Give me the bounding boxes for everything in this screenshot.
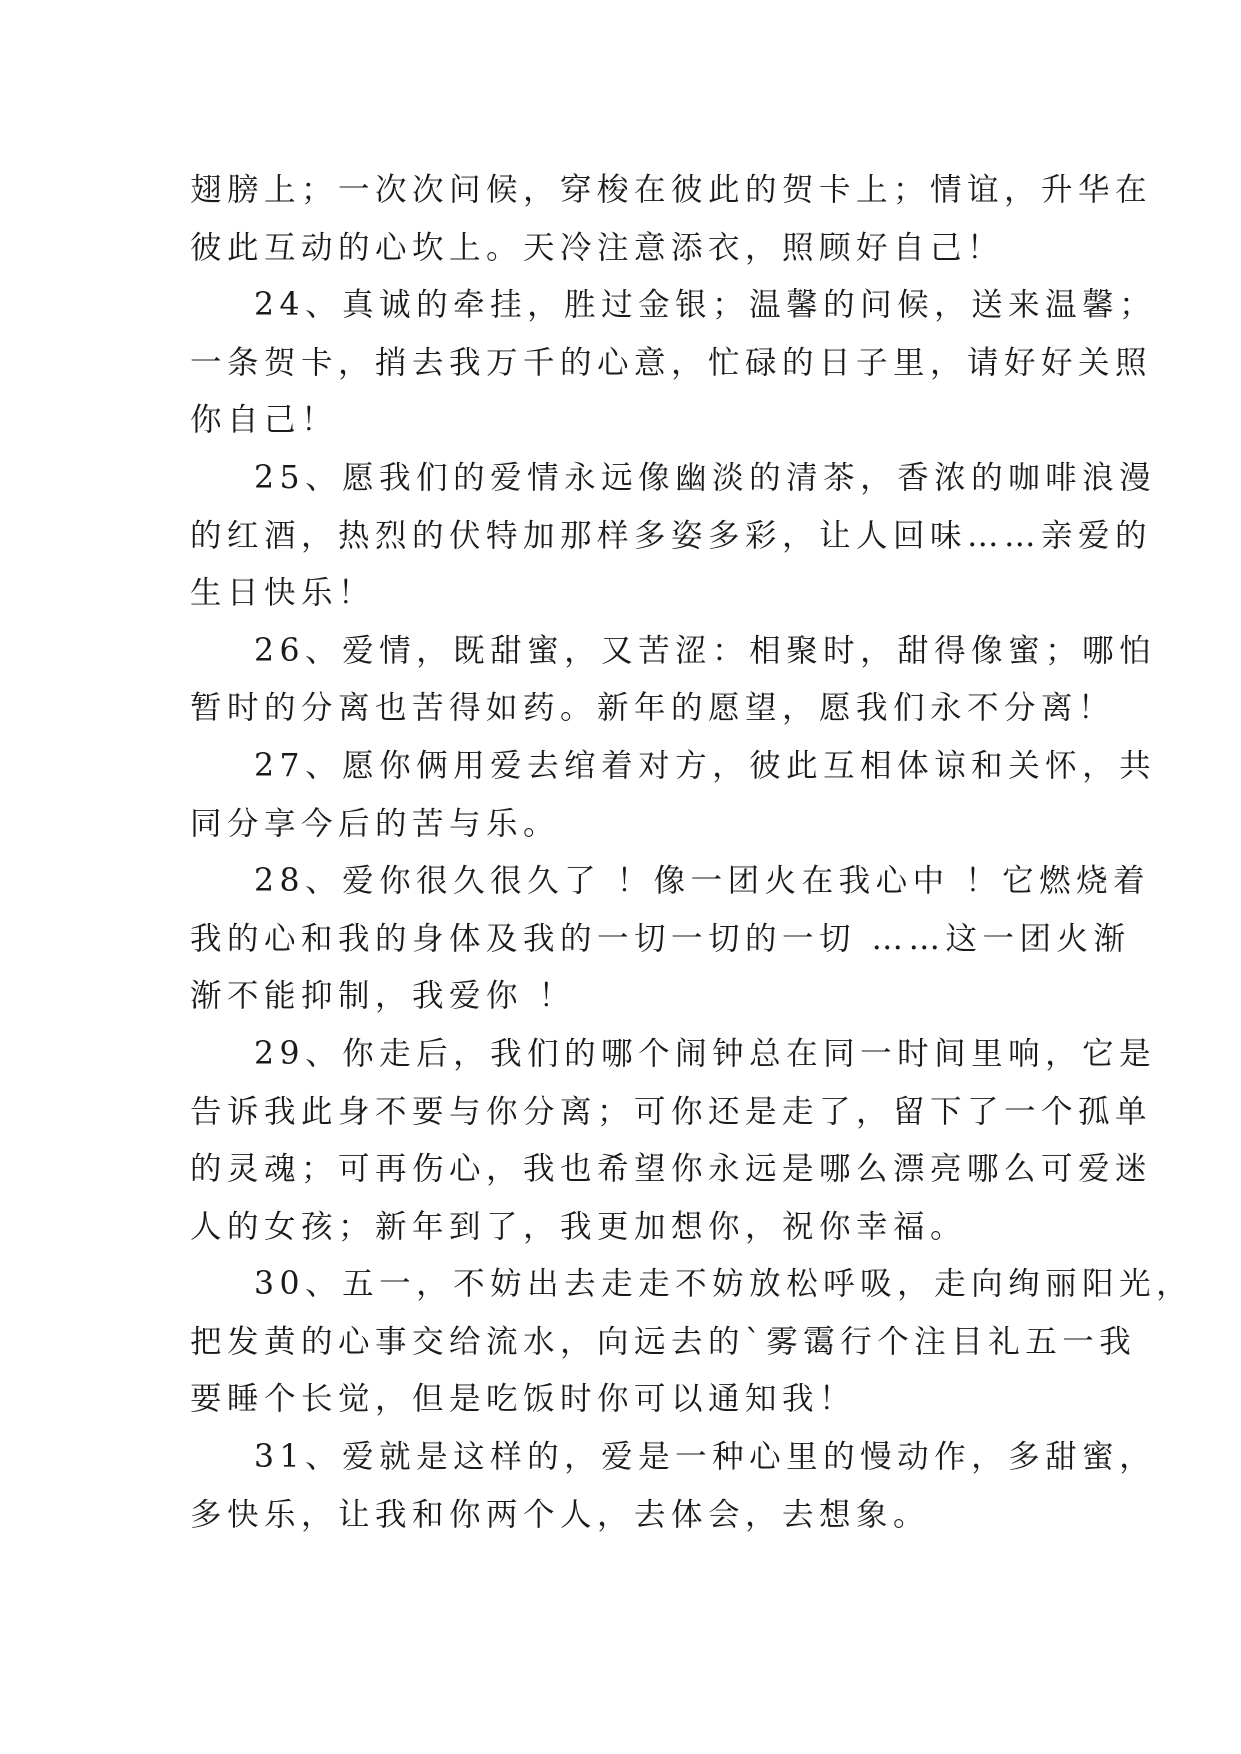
text-line: 29、你走后，我们的哪个闹钟总在同一时间里响，它是 — [254, 1035, 1157, 1072]
text-line: 翅膀上；一次次问候，穿梭在彼此的贺卡上；情谊，升华在 — [190, 172, 1153, 208]
text-line: 生日快乐！ — [190, 575, 376, 612]
text-line: 多快乐，让我和你两个人，去体会，去想象。 — [190, 1496, 931, 1533]
text-line: 31、爱就是这样的，爱是一种心里的慢动作，多甜蜜， — [254, 1439, 1157, 1476]
text-line: 25、愿我们的爱情永远像幽淡的清茶，香浓的咖啡浪漫 — [254, 459, 1157, 496]
text-line: 告诉我此身不要与你分离；可你还是走了，留下了一个孤单 — [190, 1093, 1153, 1130]
text-line: 的灵魂；可再伤心，我也希望你永远是哪么漂亮哪么可爱迷 — [190, 1151, 1153, 1188]
text-line: 渐不能抑制，我爱你 ！ — [190, 978, 576, 1015]
text-line: 28、爱你很久很久了 ！像一团火在我心中 ！它燃烧着 — [254, 863, 1151, 900]
text-line: 26、爱情，既甜蜜，又苦涩：相聚时，甜得像蜜；哪怕 — [254, 632, 1157, 669]
text-line: 30、五一，不妨出去走走不妨放松呼吸，走向绚丽阳光， — [254, 1266, 1194, 1303]
text-line: 我的心和我的身体及我的一切一切的一切 ……这一团火渐 — [190, 920, 1131, 957]
text-line: 的红酒，热烈的伏特加那样多姿多彩，让人回味……亲爱的 — [190, 517, 1153, 554]
text-line: 人的女孩；新年到了，我更加想你，祝你幸福。 — [190, 1208, 968, 1245]
text-line: 同分享今后的苦与乐。 — [190, 805, 561, 842]
text-line: 一条贺卡，捎去我万千的心意，忙碌的日子里，请好好关照 — [190, 344, 1153, 381]
text-line: 暂时的分离也苦得如药。新年的愿望，愿我们永不分离！ — [190, 690, 1116, 727]
text-line: 把发黄的心事交给流水，向远去的`雾霭行个注目礼五一我 — [190, 1323, 1137, 1360]
text-line: 你自己！ — [190, 402, 339, 439]
text-line: 要睡个长觉，但是吃饭时你可以通知我！ — [190, 1381, 857, 1418]
text-line: 彼此互动的心坎上。天冷注意添衣，照顾好自己！ — [190, 229, 1005, 266]
text-line: 27、愿你俩用爱去绾着对方，彼此互相体谅和关怀，共 — [254, 747, 1157, 784]
document-body — [190, 162, 1194, 1544]
text-line: 24、真诚的牵挂，胜过金银；温馨的问候，送来温馨； — [254, 287, 1157, 324]
